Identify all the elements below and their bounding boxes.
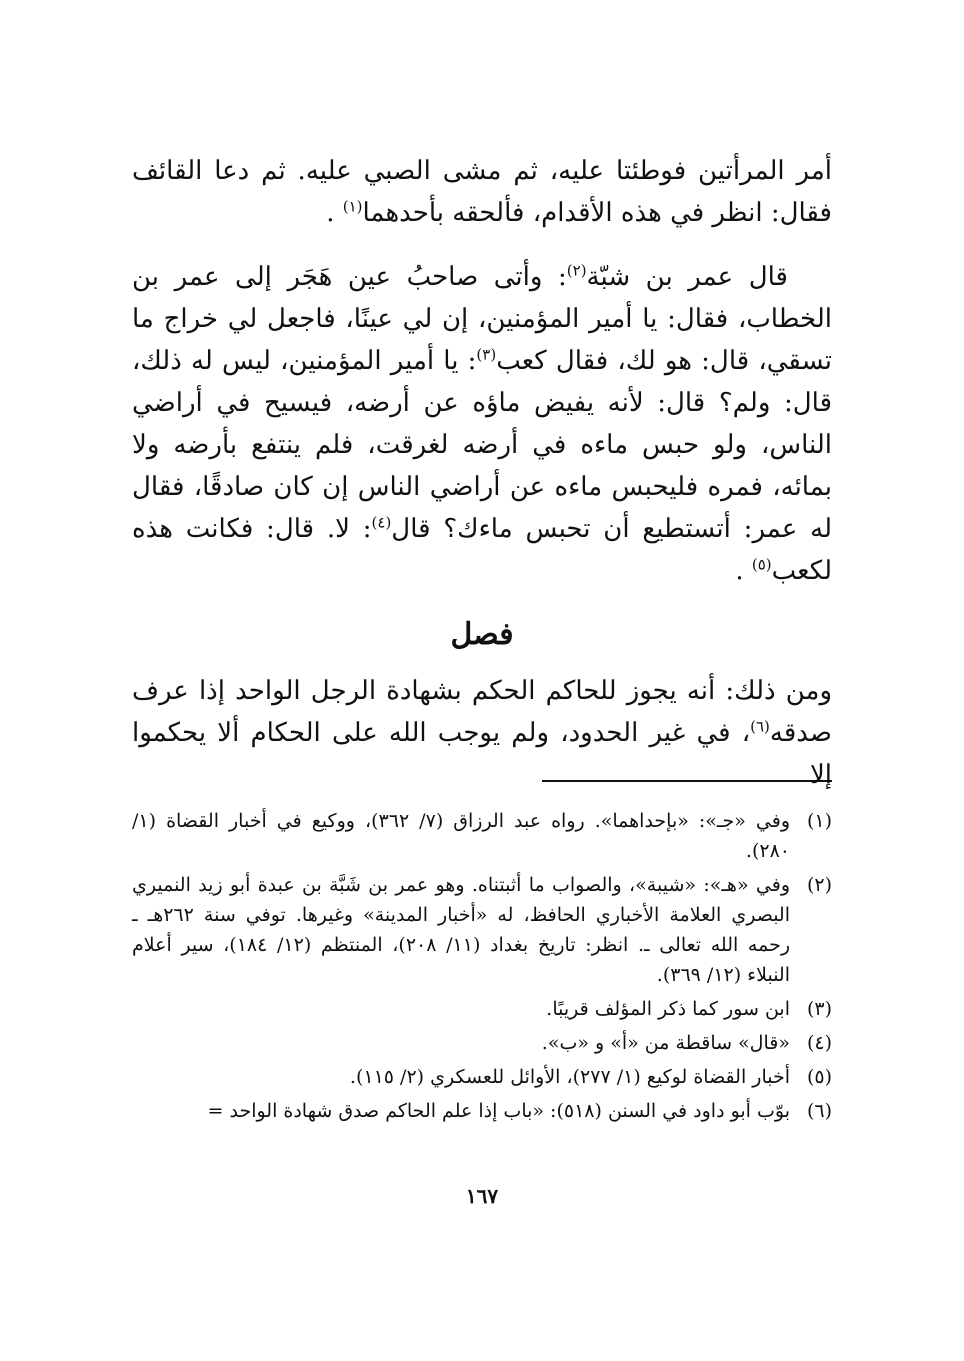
footnote-ref-6[interactable]: (٦) [750,717,770,736]
paragraph-2 [132,256,832,592]
footnote-text: وفي «جـ»: «بإحداهما». رواه عبد الرزاق (٧/ ٣٦٢)، ووكيع في أخبار القضاة (١/ ٢٨٠). [132,810,790,862]
footnote-number: (٣) [806,998,832,1020]
footnote-text: «قال» ساقطة من «أ» و «ب». [541,1032,790,1054]
footnote-ref-5[interactable]: (٥) [751,555,772,574]
paragraph-3-text-2: ، في غير الحدود، ولم يوجب الله على الحكام ألا يحكموا إلا [132,718,832,790]
footnote-item [132,1096,832,1126]
paragraph-2-text-2: : وأتى صاحبُ عين هَجَر إلى عمر بن الخطاب، فقال: يا أمير المؤمنين، إن لي عينًا، فاجعل لي خراج ما تسقي، قال: هو لك، فقال كعب [132,262,833,376]
paragraph-2-text-4: : لا. قال: فكانت هذه لكعب [132,514,832,586]
paragraph-2-text-1: قال عمر بن شبّة [586,262,788,292]
footnote-number: (١) [806,810,832,832]
footnote-ref-3[interactable]: (٣) [476,345,497,364]
book-page [132,0,832,1361]
footnote-text: بوّب أبو داود في السنن (٥١٨): «باب إذا علم الحاكم صدق شهادة الواحد = [207,1100,790,1122]
paragraph-1-end: . [326,198,335,228]
footnote-text: وفي «هـ»: «شيبة»، والصواب ما أثبتناه. وهو عمر بن شَبَّة بن عبدة أبو زيد النميري البصري العلامة الأخباري الحافظ، له «أخبار المدينة» وغيرها. توفي سنة ٢٦٢هـ ـ رحمه الله تعالى ـ. انظر: تاريخ بغداد (١١/ ٢٠٨)، المنتظم (١٢/ ١٨٤)، سير أعلام النبلاء (١٢/ ٣٦٩). [132,874,791,986]
paragraph-1-text: أمر المرأتين فوطئتا عليه، ثم مشى الصبي عليه. ثم دعا القائف فقال: انظر في هذه الأقدام، فألحقه بأحدهما [132,156,832,228]
main-text [132,150,832,796]
footnote-item [132,1028,832,1058]
paragraph-1 [132,150,832,234]
footnote-item [132,994,832,1024]
footnote-item [132,806,832,866]
footnote-item [132,1062,832,1092]
footnote-number: (٦) [806,1100,832,1122]
footnote-divider [542,780,832,782]
page-number: ١٦٧ [465,1184,499,1208]
paragraph-3-text-1: ومن ذلك: أنه يجوز للحاكم الحكم بشهادة الرجل الواحد إذا عرف صدقه [132,676,832,748]
paragraph-3 [132,670,832,796]
section-heading: فصل [450,617,514,652]
footnote-ref-4[interactable]: (٤) [371,513,392,532]
footnotes [132,806,832,1130]
footnote-number: (٤) [806,1032,832,1054]
paragraph-2-end: . [735,556,744,586]
footnote-item [132,870,832,990]
footnote-number: (٢) [806,874,832,896]
footnote-text: أخبار القضاة لوكيع (١/ ٢٧٧)، الأوائل للعسكري (٢/ ١١٥). [349,1066,790,1088]
paragraph-2-text-3: : يا أمير المؤمنين، ليس له ذلك، قال: ولم؟ قال: لأنه يفيض ماؤه عن أرضه، فيسيح في أراضي الناس، ولو حبس ماءه في أرضه لغرقت، فلم ينتفع بأرضه ولا بمائه، فمره فليحبس ماءه عن أراضي الناس إن كان صادقًا، فقال له عمر: أتستطيع أن تحبس ماءك؟ قال [132,346,832,544]
footnote-number: (٥) [806,1066,832,1088]
footnote-ref-1[interactable]: (١) [342,197,363,216]
footnote-text: ابن سور كما ذكر المؤلف قريبًا. [546,998,790,1020]
footnote-ref-2[interactable]: (٢) [566,261,587,280]
